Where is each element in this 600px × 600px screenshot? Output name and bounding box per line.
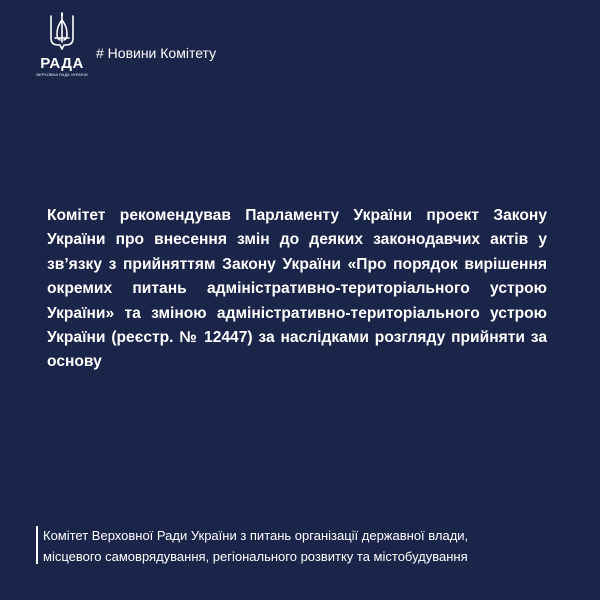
logo-wordmark: РАДА xyxy=(40,55,84,72)
footer-line-1: Комітет Верховної Ради України з питань організації державної влади, xyxy=(43,528,469,543)
announcement-text: Комітет рекомендував Парламенту України проект Закону України про внесення змін до деяких законодавчих актів у зв’язку з прийняттям Закону України «Про порядок вирішення окремих питань адміністративно-територіального устрою України» та зміною адміністративно-територіального устрою України (реєстр. № 12447) за наслідками розгляду прийняти за основу xyxy=(47,207,547,371)
footer-committee-name xyxy=(43,525,586,567)
rada-logo xyxy=(33,12,91,92)
trident-icon xyxy=(47,12,77,52)
committee-footer xyxy=(36,525,586,565)
section-hashtag: # Новини Комітету xyxy=(96,45,217,61)
footer-accent-bar xyxy=(36,526,38,564)
footer-line-2: місцевого самоврядування, регіонального розвитку та містобудування xyxy=(43,549,468,564)
logo-subtitle: ВЕРХОВНА РАДА УКРАЇНИ xyxy=(36,72,88,77)
